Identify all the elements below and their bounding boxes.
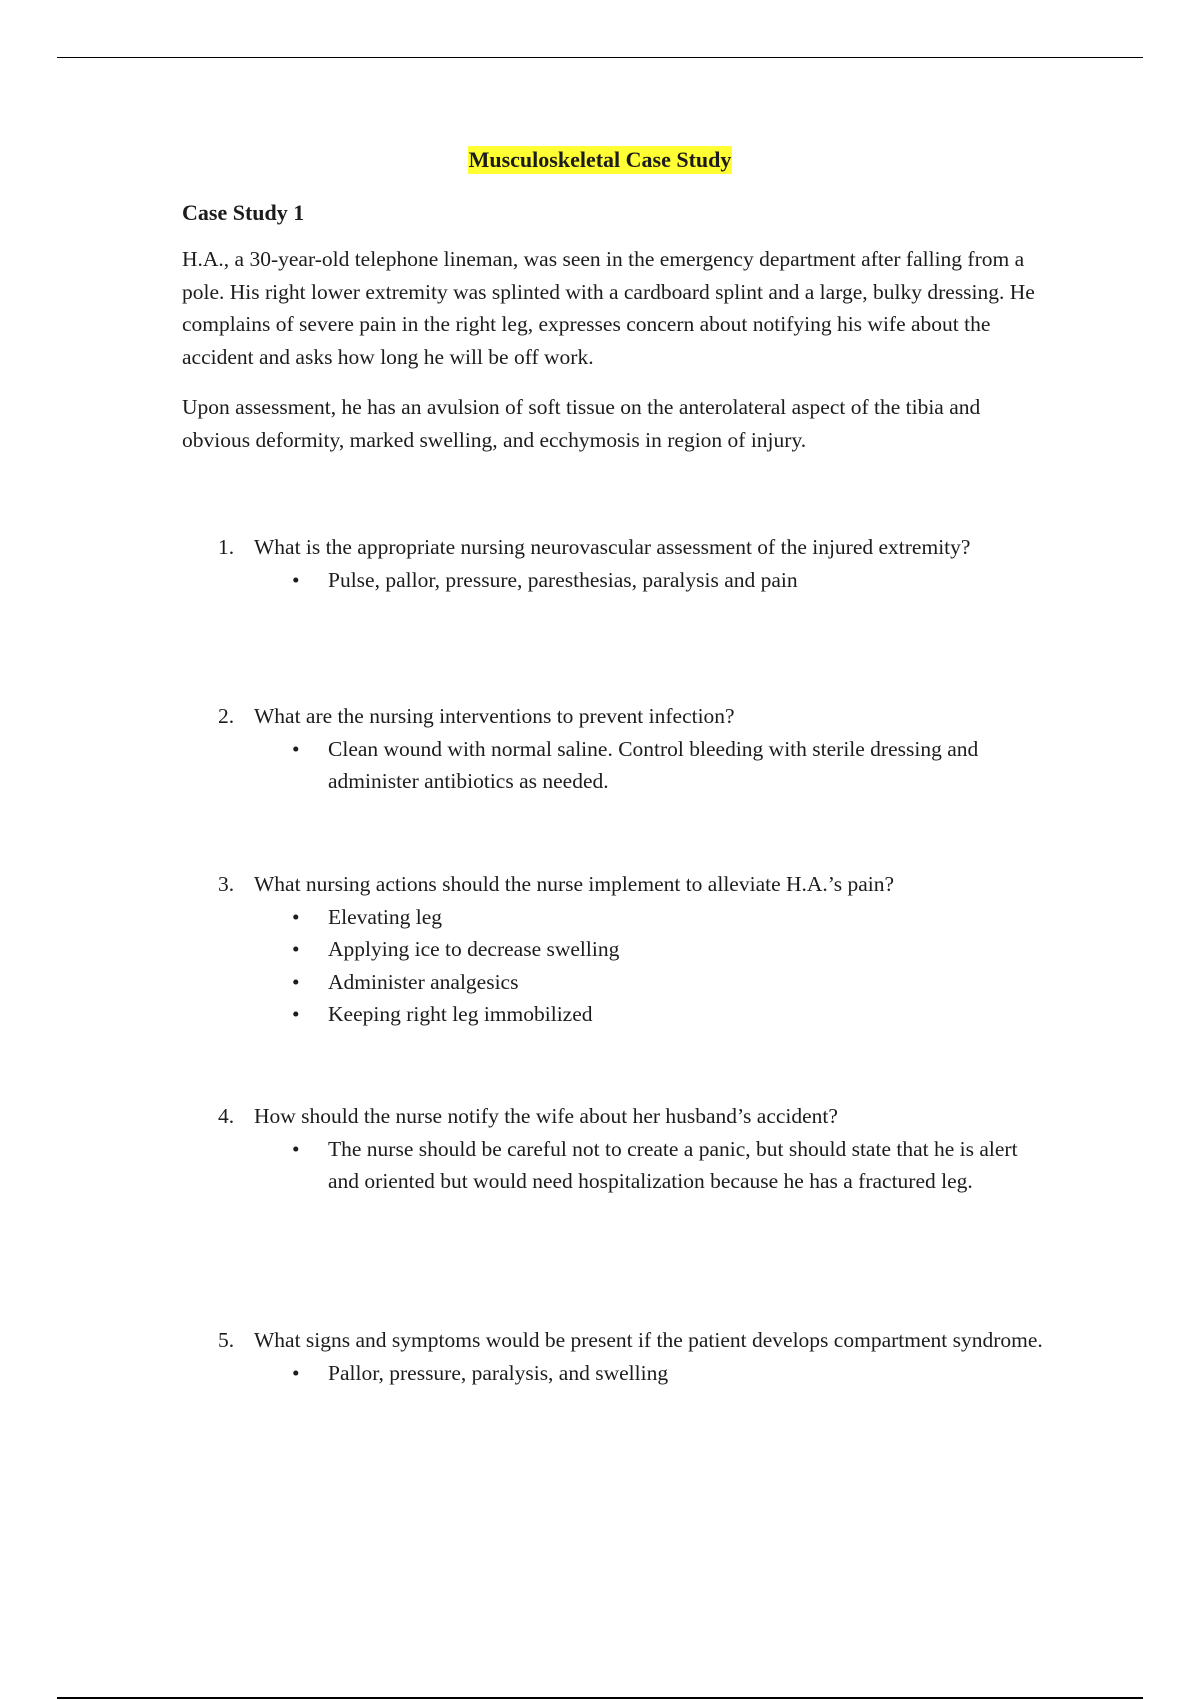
list-item [290,901,1048,934]
question-text: What nursing actions should the nurse implement to alleviate H.A.’s pain? [254,872,895,896]
list-item [290,1133,1048,1198]
bullet: • [292,1136,300,1161]
list-item [290,564,1048,597]
answer-list [218,733,1048,798]
case-heading: Case Study 1 [182,200,305,225]
answer-text: The nurse should be careful not to create a panic, but should state that he is alert and oriented but would need hospitalization because he has a fractured leg. [328,1136,1018,1193]
answer-list [218,1133,1048,1198]
question-number: 3. [218,872,235,896]
question-number: 5. [218,1328,235,1352]
bullet: • [292,567,300,592]
list-item [290,933,1048,966]
answer-text: Administer analgesics [328,969,519,994]
bullet: • [292,1360,300,1385]
answer-text: Pulse, pallor, pressure, paresthesias, paralysis and pain [328,567,798,592]
answer-text: Pallor, pressure, paralysis, and swelling [328,1360,669,1385]
title-block [0,146,1200,174]
answer-text: Elevating leg [328,904,443,929]
bullet: • [292,937,300,961]
answer-text: Keeping right leg immobilized [328,1002,593,1026]
list-item [290,1357,1048,1390]
question-block [218,1100,1048,1198]
question-block [218,700,1048,798]
bullet: • [292,904,300,929]
question-text: How should the nurse notify the wife about her husband’s accident? [254,1104,838,1128]
question-number: 2. [218,704,235,728]
list-item [290,966,1048,999]
case-intro [182,197,1042,474]
answer-list [218,901,1048,1031]
list-item [290,733,1048,798]
question-text: What signs and symptoms would be present if the patient develops compartment syndrome. [254,1328,1043,1352]
bullet: • [292,736,300,761]
question-text: What are the nursing interventions to prevent infection? [254,704,735,728]
answer-list [218,1357,1048,1390]
answer-list [218,564,1048,597]
list-item [290,998,1048,1031]
answer-text: Clean wound with normal saline. Control bleeding with sterile dressing and administer antibiotics as needed. [328,736,979,793]
question-block [218,1324,1048,1389]
paragraph: H.A., a 30-year-old telephone lineman, was seen in the emergency department after falling from a pole. His right lower extremity was splinted with a cardboard splint and a large, bulky dressing. He complains of severe pain in the right leg, expresses concern about notifying his wife about the accident and asks how long he will be off work. [182,247,1035,369]
header-rule [57,57,1143,58]
bullet: • [292,1002,300,1026]
footer-rule [57,1697,1143,1699]
answer-text: Applying ice to decrease swelling [328,937,620,961]
question-block [218,531,1048,596]
question-text: What is the appropriate nursing neurovascular assessment of the injured extremity? [254,535,971,559]
question-number: 1. [218,535,235,559]
question-number: 4. [218,1104,235,1128]
paragraph: Upon assessment, he has an avulsion of soft tissue on the anterolateral aspect of the tibia and obvious deformity, marked swelling, and ecchymosis in region of injury. [182,395,981,452]
question-block [218,868,1048,1031]
bullet: • [292,969,300,994]
document-title: Musculoskeletal Case Study [468,147,732,172]
